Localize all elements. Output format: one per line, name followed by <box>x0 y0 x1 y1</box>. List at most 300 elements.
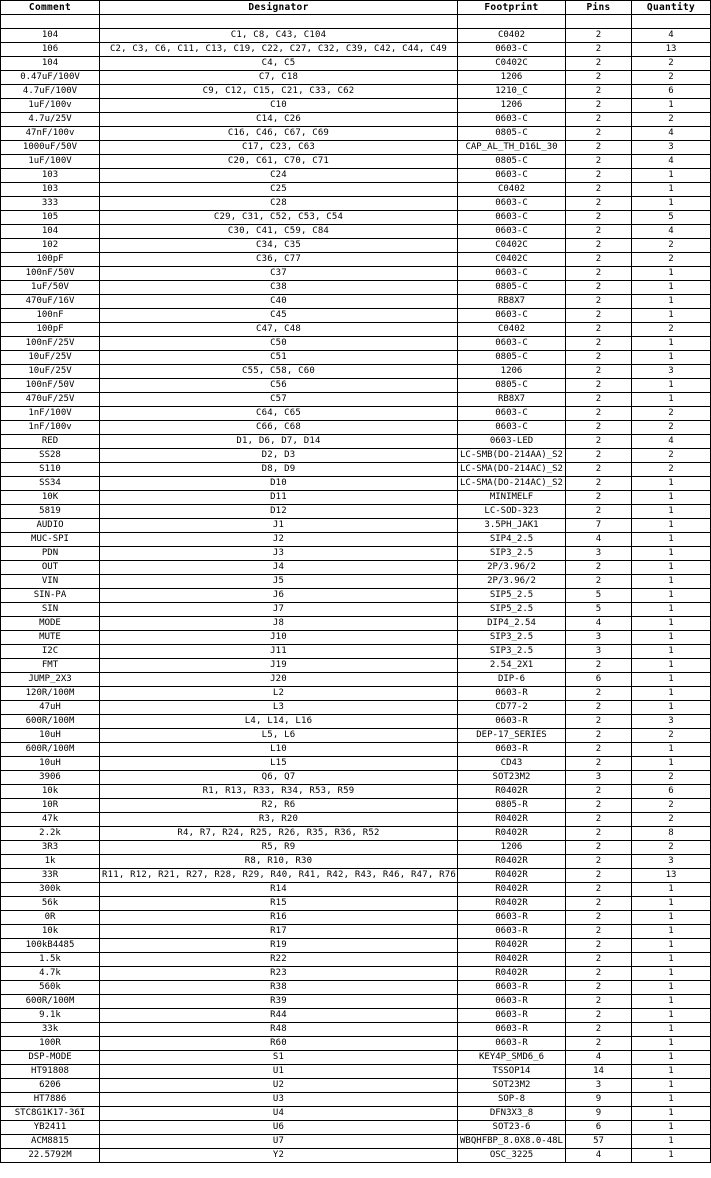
cell-designator[interactable]: C28 <box>100 197 458 211</box>
cell-pins[interactable]: 2 <box>566 99 632 113</box>
cell-quantity[interactable]: 1 <box>632 1023 711 1037</box>
cell-footprint[interactable]: WBQHFBP_8.0X8.0-48L <box>458 1135 566 1149</box>
cell-designator[interactable]: R4, R7, R24, R25, R26, R35, R36, R52 <box>100 827 458 841</box>
cell-comment[interactable]: 100pF <box>1 253 100 267</box>
cell-comment[interactable]: 102 <box>1 239 100 253</box>
cell-comment[interactable]: 104 <box>1 225 100 239</box>
cell-pins[interactable]: 6 <box>566 1121 632 1135</box>
cell-pins[interactable]: 2 <box>566 57 632 71</box>
cell-pins[interactable]: 2 <box>566 225 632 239</box>
cell-designator[interactable]: C17, C23, C63 <box>100 141 458 155</box>
cell-designator[interactable]: R2, R6 <box>100 799 458 813</box>
cell-comment[interactable]: 4.7u/25V <box>1 113 100 127</box>
cell-footprint[interactable]: 0603-R <box>458 995 566 1009</box>
cell-footprint[interactable]: 2.54_2X1 <box>458 659 566 673</box>
cell-designator[interactable]: C7, C18 <box>100 71 458 85</box>
cell-footprint[interactable]: 1206 <box>458 99 566 113</box>
cell-designator[interactable]: D11 <box>100 491 458 505</box>
cell-pins[interactable]: 2 <box>566 113 632 127</box>
cell-comment[interactable]: AUDIO <box>1 519 100 533</box>
cell-designator[interactable]: J11 <box>100 645 458 659</box>
cell-pins[interactable]: 2 <box>566 715 632 729</box>
cell-pins[interactable]: 2 <box>566 169 632 183</box>
cell-pins[interactable]: 2 <box>566 687 632 701</box>
cell-quantity[interactable]: 1 <box>632 169 711 183</box>
cell-footprint[interactable]: R0402R <box>458 967 566 981</box>
cell-footprint[interactable]: 1206 <box>458 71 566 85</box>
cell-pins[interactable]: 2 <box>566 953 632 967</box>
cell-designator[interactable]: R17 <box>100 925 458 939</box>
cell-comment[interactable]: 600R/100M <box>1 715 100 729</box>
cell-pins[interactable]: 6 <box>566 673 632 687</box>
cell-designator[interactable]: J3 <box>100 547 458 561</box>
cell-pins[interactable]: 2 <box>566 365 632 379</box>
cell-designator[interactable]: J5 <box>100 575 458 589</box>
cell-footprint[interactable]: SOP-8 <box>458 1093 566 1107</box>
cell-pins[interactable]: 2 <box>566 659 632 673</box>
cell-quantity[interactable]: 2 <box>632 813 711 827</box>
cell-designator[interactable]: L10 <box>100 743 458 757</box>
cell-quantity[interactable]: 1 <box>632 757 711 771</box>
cell-footprint[interactable]: 0603-C <box>458 225 566 239</box>
cell-footprint[interactable]: MINIMELF <box>458 491 566 505</box>
cell-designator[interactable]: S1 <box>100 1051 458 1065</box>
cell-footprint[interactable]: SOT23M2 <box>458 771 566 785</box>
cell-quantity[interactable]: 2 <box>632 463 711 477</box>
cell-quantity[interactable]: 1 <box>632 309 711 323</box>
cell-comment[interactable]: 103 <box>1 183 100 197</box>
table-cell[interactable] <box>566 15 632 29</box>
table-cell[interactable] <box>100 15 458 29</box>
cell-comment[interactable]: 10uF/25V <box>1 365 100 379</box>
cell-designator[interactable]: C56 <box>100 379 458 393</box>
cell-pins[interactable]: 2 <box>566 155 632 169</box>
cell-footprint[interactable]: 1206 <box>458 365 566 379</box>
cell-comment[interactable]: S110 <box>1 463 100 477</box>
cell-designator[interactable]: C66, C68 <box>100 421 458 435</box>
cell-footprint[interactable]: 0603-R <box>458 1009 566 1023</box>
cell-footprint[interactable]: 0805-C <box>458 379 566 393</box>
cell-footprint[interactable]: 3.5PH_JAK1 <box>458 519 566 533</box>
cell-quantity[interactable]: 1 <box>632 519 711 533</box>
cell-designator[interactable]: R19 <box>100 939 458 953</box>
cell-footprint[interactable]: C0402C <box>458 57 566 71</box>
cell-pins[interactable]: 3 <box>566 547 632 561</box>
cell-designator[interactable]: C30, C41, C59, C84 <box>100 225 458 239</box>
cell-designator[interactable]: C29, C31, C52, C53, C54 <box>100 211 458 225</box>
cell-comment[interactable]: HT91808 <box>1 1065 100 1079</box>
cell-designator[interactable]: R16 <box>100 911 458 925</box>
cell-footprint[interactable]: 2P/3.96/2 <box>458 575 566 589</box>
cell-comment[interactable]: 10K <box>1 491 100 505</box>
cell-pins[interactable]: 2 <box>566 29 632 43</box>
cell-pins[interactable]: 2 <box>566 855 632 869</box>
cell-quantity[interactable]: 1 <box>632 477 711 491</box>
cell-designator[interactable]: U6 <box>100 1121 458 1135</box>
cell-comment[interactable]: 1nF/100V <box>1 407 100 421</box>
cell-comment[interactable]: SS34 <box>1 477 100 491</box>
cell-quantity[interactable]: 1 <box>632 183 711 197</box>
cell-quantity[interactable]: 1 <box>632 1051 711 1065</box>
cell-footprint[interactable]: C0402 <box>458 183 566 197</box>
table-cell[interactable] <box>1 15 100 29</box>
cell-quantity[interactable]: 2 <box>632 407 711 421</box>
cell-designator[interactable]: C2, C3, C6, C11, C13, C19, C22, C27, C32, C39, C42, C44, C49 <box>100 43 458 57</box>
cell-pins[interactable]: 4 <box>566 533 632 547</box>
cell-comment[interactable]: 0R <box>1 911 100 925</box>
cell-footprint[interactable]: 0603-C <box>458 407 566 421</box>
cell-quantity[interactable]: 1 <box>632 533 711 547</box>
cell-pins[interactable]: 2 <box>566 421 632 435</box>
cell-comment[interactable]: 560k <box>1 981 100 995</box>
cell-quantity[interactable]: 1 <box>632 911 711 925</box>
cell-pins[interactable]: 5 <box>566 589 632 603</box>
cell-designator[interactable]: D12 <box>100 505 458 519</box>
header-comment[interactable]: Comment <box>1 1 100 15</box>
cell-quantity[interactable]: 1 <box>632 351 711 365</box>
cell-designator[interactable]: C10 <box>100 99 458 113</box>
cell-pins[interactable]: 2 <box>566 869 632 883</box>
cell-footprint[interactable]: R0402R <box>458 869 566 883</box>
cell-quantity[interactable]: 1 <box>632 1135 711 1149</box>
cell-pins[interactable]: 2 <box>566 995 632 1009</box>
cell-quantity[interactable]: 2 <box>632 57 711 71</box>
cell-designator[interactable]: U7 <box>100 1135 458 1149</box>
cell-comment[interactable]: 10uF/25V <box>1 351 100 365</box>
cell-comment[interactable]: STC8G1K17-36I <box>1 1107 100 1121</box>
cell-footprint[interactable]: C0402 <box>458 323 566 337</box>
cell-designator[interactable]: C50 <box>100 337 458 351</box>
cell-comment[interactable]: 2.2k <box>1 827 100 841</box>
cell-quantity[interactable]: 1 <box>632 981 711 995</box>
cell-comment[interactable]: 470uF/16V <box>1 295 100 309</box>
cell-pins[interactable]: 9 <box>566 1107 632 1121</box>
cell-comment[interactable]: HT7886 <box>1 1093 100 1107</box>
cell-designator[interactable]: C55, C58, C60 <box>100 365 458 379</box>
cell-quantity[interactable]: 4 <box>632 225 711 239</box>
cell-designator[interactable]: R14 <box>100 883 458 897</box>
cell-pins[interactable]: 2 <box>566 925 632 939</box>
header-footprint[interactable]: Footprint <box>458 1 566 15</box>
cell-quantity[interactable]: 1 <box>632 1107 711 1121</box>
cell-quantity[interactable]: 4 <box>632 29 711 43</box>
cell-footprint[interactable]: C0402C <box>458 253 566 267</box>
cell-footprint[interactable]: DFN3X3_8 <box>458 1107 566 1121</box>
cell-pins[interactable]: 2 <box>566 1023 632 1037</box>
cell-comment[interactable]: 5819 <box>1 505 100 519</box>
cell-comment[interactable]: 333 <box>1 197 100 211</box>
cell-designator[interactable]: D1, D6, D7, D14 <box>100 435 458 449</box>
cell-comment[interactable]: MUTE <box>1 631 100 645</box>
header-pins[interactable]: Pins <box>566 1 632 15</box>
cell-comment[interactable]: 4.7uF/100V <box>1 85 100 99</box>
cell-designator[interactable]: J4 <box>100 561 458 575</box>
cell-footprint[interactable]: 0603-C <box>458 421 566 435</box>
cell-designator[interactable]: L15 <box>100 757 458 771</box>
cell-pins[interactable]: 4 <box>566 617 632 631</box>
cell-quantity[interactable]: 1 <box>632 743 711 757</box>
cell-quantity[interactable]: 3 <box>632 141 711 155</box>
cell-pins[interactable]: 2 <box>566 757 632 771</box>
cell-designator[interactable]: C40 <box>100 295 458 309</box>
cell-comment[interactable]: VIN <box>1 575 100 589</box>
cell-designator[interactable]: C47, C48 <box>100 323 458 337</box>
cell-comment[interactable]: 3R3 <box>1 841 100 855</box>
cell-pins[interactable]: 4 <box>566 1051 632 1065</box>
cell-comment[interactable]: 47nF/100v <box>1 127 100 141</box>
cell-comment[interactable]: 10uH <box>1 757 100 771</box>
cell-quantity[interactable]: 1 <box>632 561 711 575</box>
cell-comment[interactable]: 1uF/100V <box>1 155 100 169</box>
cell-pins[interactable]: 2 <box>566 575 632 589</box>
cell-quantity[interactable]: 2 <box>632 239 711 253</box>
cell-footprint[interactable]: 0603-R <box>458 1037 566 1051</box>
cell-footprint[interactable]: SIP4_2.5 <box>458 533 566 547</box>
cell-pins[interactable]: 2 <box>566 883 632 897</box>
cell-quantity[interactable]: 1 <box>632 575 711 589</box>
cell-designator[interactable]: C14, C26 <box>100 113 458 127</box>
cell-designator[interactable]: L3 <box>100 701 458 715</box>
cell-comment[interactable]: PDN <box>1 547 100 561</box>
cell-quantity[interactable]: 2 <box>632 421 711 435</box>
cell-quantity[interactable]: 2 <box>632 841 711 855</box>
cell-pins[interactable]: 3 <box>566 645 632 659</box>
cell-quantity[interactable]: 1 <box>632 281 711 295</box>
cell-quantity[interactable]: 1 <box>632 589 711 603</box>
cell-comment[interactable]: I2C <box>1 645 100 659</box>
cell-pins[interactable]: 2 <box>566 309 632 323</box>
cell-designator[interactable]: R39 <box>100 995 458 1009</box>
cell-designator[interactable]: C9, C12, C15, C21, C33, C62 <box>100 85 458 99</box>
cell-comment[interactable]: 1uF/100v <box>1 99 100 113</box>
cell-comment[interactable]: 100kB4485 <box>1 939 100 953</box>
cell-pins[interactable]: 2 <box>566 729 632 743</box>
cell-footprint[interactable]: 0603-R <box>458 911 566 925</box>
table-cell[interactable] <box>632 15 711 29</box>
cell-footprint[interactable]: 0603-R <box>458 981 566 995</box>
cell-designator[interactable]: C36, C77 <box>100 253 458 267</box>
cell-designator[interactable]: R44 <box>100 1009 458 1023</box>
cell-designator[interactable]: R60 <box>100 1037 458 1051</box>
cell-designator[interactable]: C20, C61, C70, C71 <box>100 155 458 169</box>
cell-footprint[interactable]: R0402R <box>458 855 566 869</box>
cell-pins[interactable]: 4 <box>566 1149 632 1163</box>
cell-pins[interactable]: 2 <box>566 939 632 953</box>
cell-quantity[interactable]: 2 <box>632 323 711 337</box>
cell-pins[interactable]: 2 <box>566 967 632 981</box>
cell-designator[interactable]: L2 <box>100 687 458 701</box>
cell-footprint[interactable]: DIP4_2.54 <box>458 617 566 631</box>
cell-footprint[interactable]: 0603-R <box>458 925 566 939</box>
cell-footprint[interactable]: C0402 <box>458 29 566 43</box>
cell-pins[interactable]: 2 <box>566 281 632 295</box>
cell-quantity[interactable]: 1 <box>632 505 711 519</box>
cell-pins[interactable]: 2 <box>566 379 632 393</box>
cell-quantity[interactable]: 5 <box>632 211 711 225</box>
cell-designator[interactable]: R8, R10, R30 <box>100 855 458 869</box>
cell-quantity[interactable]: 1 <box>632 967 711 981</box>
cell-designator[interactable]: C45 <box>100 309 458 323</box>
cell-footprint[interactable]: DEP-17_SERIES <box>458 729 566 743</box>
cell-quantity[interactable]: 1 <box>632 701 711 715</box>
cell-comment[interactable]: 470uF/25V <box>1 393 100 407</box>
cell-designator[interactable]: J6 <box>100 589 458 603</box>
cell-comment[interactable]: RED <box>1 435 100 449</box>
cell-comment[interactable]: 10k <box>1 785 100 799</box>
cell-footprint[interactable]: 0603-R <box>458 687 566 701</box>
cell-designator[interactable]: Q6, Q7 <box>100 771 458 785</box>
cell-designator[interactable]: R38 <box>100 981 458 995</box>
cell-comment[interactable]: 10uH <box>1 729 100 743</box>
cell-comment[interactable]: SS28 <box>1 449 100 463</box>
cell-designator[interactable]: C64, C65 <box>100 407 458 421</box>
cell-pins[interactable]: 2 <box>566 43 632 57</box>
cell-pins[interactable]: 2 <box>566 85 632 99</box>
cell-pins[interactable]: 2 <box>566 813 632 827</box>
cell-quantity[interactable]: 1 <box>632 617 711 631</box>
cell-quantity[interactable]: 1 <box>632 939 711 953</box>
cell-comment[interactable]: 1k <box>1 855 100 869</box>
cell-designator[interactable]: C38 <box>100 281 458 295</box>
cell-quantity[interactable]: 1 <box>632 603 711 617</box>
cell-comment[interactable]: 105 <box>1 211 100 225</box>
cell-comment[interactable]: 106 <box>1 43 100 57</box>
cell-quantity[interactable]: 13 <box>632 869 711 883</box>
cell-pins[interactable]: 7 <box>566 519 632 533</box>
cell-pins[interactable]: 2 <box>566 71 632 85</box>
cell-designator[interactable]: J8 <box>100 617 458 631</box>
cell-comment[interactable]: 1.5k <box>1 953 100 967</box>
cell-pins[interactable]: 3 <box>566 1079 632 1093</box>
cell-designator[interactable]: R1, R13, R33, R34, R53, R59 <box>100 785 458 799</box>
cell-comment[interactable]: 100nF/25V <box>1 337 100 351</box>
cell-footprint[interactable]: 0603-R <box>458 1023 566 1037</box>
cell-pins[interactable]: 2 <box>566 295 632 309</box>
cell-pins[interactable]: 3 <box>566 631 632 645</box>
cell-designator[interactable]: U1 <box>100 1065 458 1079</box>
cell-comment[interactable]: 104 <box>1 29 100 43</box>
cell-pins[interactable]: 2 <box>566 505 632 519</box>
cell-footprint[interactable]: 0603-R <box>458 743 566 757</box>
cell-footprint[interactable]: 0603-R <box>458 715 566 729</box>
cell-quantity[interactable]: 1 <box>632 267 711 281</box>
cell-quantity[interactable]: 4 <box>632 435 711 449</box>
cell-designator[interactable]: C51 <box>100 351 458 365</box>
cell-comment[interactable]: 47k <box>1 813 100 827</box>
cell-footprint[interactable]: R0402R <box>458 939 566 953</box>
cell-designator[interactable]: J1 <box>100 519 458 533</box>
cell-comment[interactable]: MODE <box>1 617 100 631</box>
cell-pins[interactable]: 2 <box>566 211 632 225</box>
cell-footprint[interactable]: SOT23M2 <box>458 1079 566 1093</box>
cell-quantity[interactable]: 8 <box>632 827 711 841</box>
cell-designator[interactable]: L5, L6 <box>100 729 458 743</box>
cell-pins[interactable]: 2 <box>566 141 632 155</box>
cell-footprint[interactable]: 0805-R <box>458 799 566 813</box>
cell-pins[interactable]: 57 <box>566 1135 632 1149</box>
cell-designator[interactable]: U2 <box>100 1079 458 1093</box>
cell-footprint[interactable]: 1206 <box>458 841 566 855</box>
header-quantity[interactable]: Quantity <box>632 1 711 15</box>
cell-quantity[interactable]: 1 <box>632 1149 711 1163</box>
cell-footprint[interactable]: 1210_C <box>458 85 566 99</box>
cell-designator[interactable]: L4, L14, L16 <box>100 715 458 729</box>
cell-footprint[interactable]: SIP3_2.5 <box>458 645 566 659</box>
cell-quantity[interactable]: 4 <box>632 127 711 141</box>
cell-footprint[interactable]: 0603-LED <box>458 435 566 449</box>
cell-comment[interactable]: 47uH <box>1 701 100 715</box>
cell-footprint[interactable]: 0603-C <box>458 309 566 323</box>
cell-comment[interactable]: 120R/100M <box>1 687 100 701</box>
cell-designator[interactable]: R23 <box>100 967 458 981</box>
cell-footprint[interactable]: CD77-2 <box>458 701 566 715</box>
cell-quantity[interactable]: 1 <box>632 1093 711 1107</box>
cell-designator[interactable]: C1, C8, C43, C104 <box>100 29 458 43</box>
cell-footprint[interactable]: LC-SMB(DO-214AA)_S2 <box>458 449 566 463</box>
cell-footprint[interactable]: TSSOP14 <box>458 1065 566 1079</box>
table-cell[interactable] <box>458 15 566 29</box>
cell-comment[interactable]: 3906 <box>1 771 100 785</box>
cell-designator[interactable]: R3, R20 <box>100 813 458 827</box>
cell-comment[interactable]: 600R/100M <box>1 995 100 1009</box>
cell-footprint[interactable]: R0402R <box>458 827 566 841</box>
cell-quantity[interactable]: 1 <box>632 491 711 505</box>
cell-quantity[interactable]: 2 <box>632 253 711 267</box>
cell-comment[interactable]: 600R/100M <box>1 743 100 757</box>
cell-quantity[interactable]: 13 <box>632 43 711 57</box>
cell-footprint[interactable]: RB8X7 <box>458 393 566 407</box>
cell-pins[interactable]: 2 <box>566 337 632 351</box>
cell-quantity[interactable]: 1 <box>632 673 711 687</box>
cell-footprint[interactable]: 0603-C <box>458 43 566 57</box>
cell-pins[interactable]: 2 <box>566 463 632 477</box>
cell-pins[interactable]: 9 <box>566 1093 632 1107</box>
cell-footprint[interactable]: 0805-C <box>458 281 566 295</box>
cell-comment[interactable]: 1uF/50V <box>1 281 100 295</box>
cell-quantity[interactable]: 1 <box>632 1079 711 1093</box>
cell-comment[interactable]: 104 <box>1 57 100 71</box>
cell-comment[interactable]: SIN-PA <box>1 589 100 603</box>
cell-pins[interactable]: 2 <box>566 197 632 211</box>
cell-comment[interactable]: 56k <box>1 897 100 911</box>
cell-quantity[interactable]: 1 <box>632 99 711 113</box>
cell-comment[interactable]: JUMP_2X3 <box>1 673 100 687</box>
cell-designator[interactable]: J2 <box>100 533 458 547</box>
cell-footprint[interactable]: 2P/3.96/2 <box>458 561 566 575</box>
cell-pins[interactable]: 2 <box>566 1009 632 1023</box>
cell-footprint[interactable]: 0603-C <box>458 113 566 127</box>
cell-designator[interactable]: C37 <box>100 267 458 281</box>
cell-pins[interactable]: 2 <box>566 561 632 575</box>
cell-quantity[interactable]: 6 <box>632 785 711 799</box>
cell-footprint[interactable]: 0805-C <box>458 351 566 365</box>
cell-footprint[interactable]: 0805-C <box>458 155 566 169</box>
cell-comment[interactable]: 100nF/50V <box>1 379 100 393</box>
cell-comment[interactable]: MUC-SPI <box>1 533 100 547</box>
cell-designator[interactable]: C24 <box>100 169 458 183</box>
cell-designator[interactable]: D8, D9 <box>100 463 458 477</box>
cell-comment[interactable]: 33R <box>1 869 100 883</box>
cell-quantity[interactable]: 1 <box>632 995 711 1009</box>
cell-pins[interactable]: 2 <box>566 799 632 813</box>
cell-footprint[interactable]: R0402R <box>458 897 566 911</box>
cell-pins[interactable]: 2 <box>566 351 632 365</box>
cell-footprint[interactable]: R0402R <box>458 813 566 827</box>
cell-quantity[interactable]: 1 <box>632 197 711 211</box>
cell-footprint[interactable]: SOT23-6 <box>458 1121 566 1135</box>
cell-footprint[interactable]: R0402R <box>458 883 566 897</box>
cell-pins[interactable]: 14 <box>566 1065 632 1079</box>
